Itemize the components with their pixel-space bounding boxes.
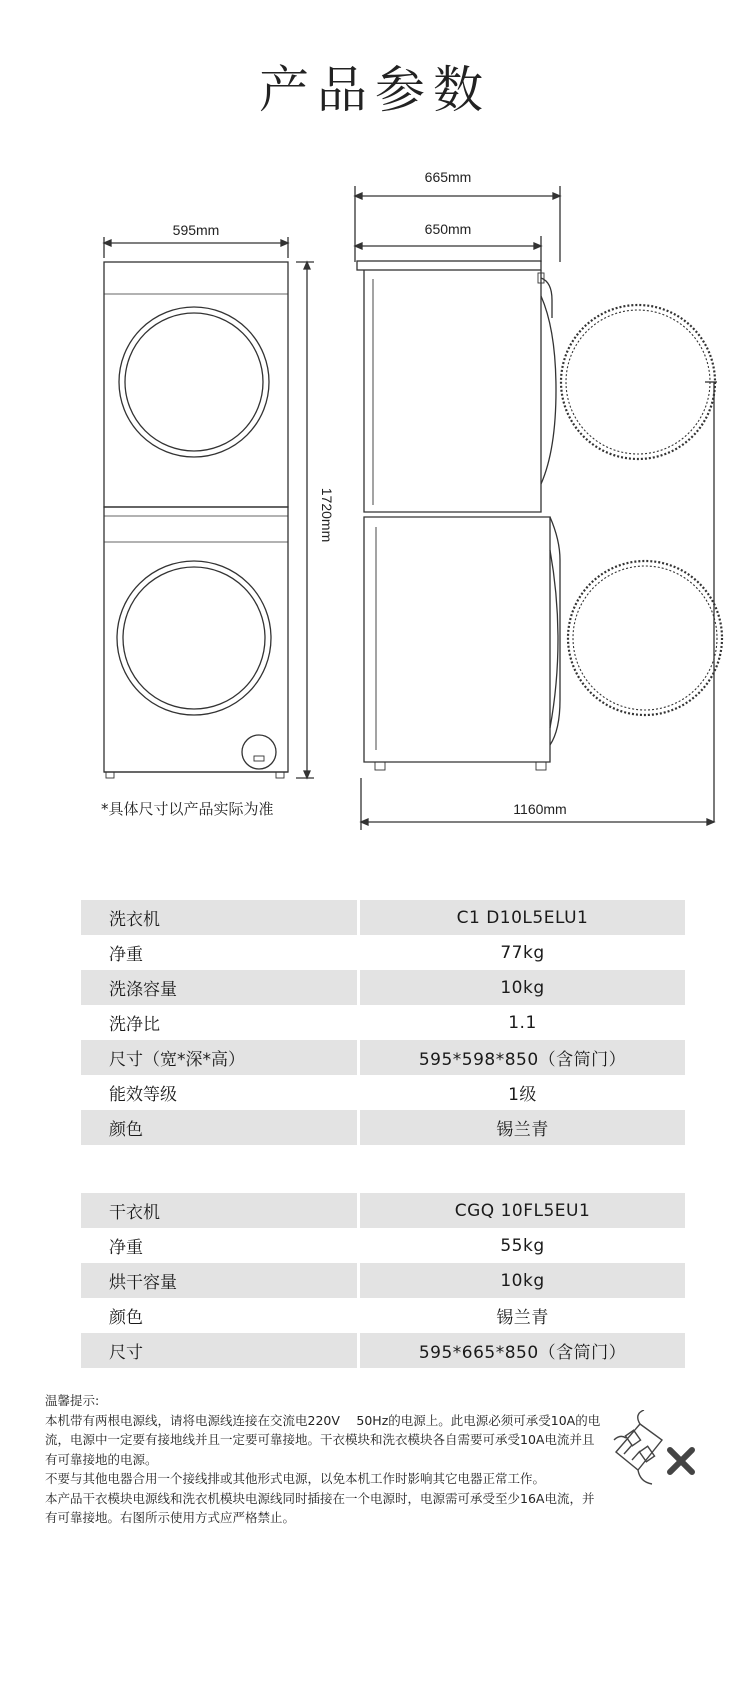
spec-label: 净重 [109, 945, 143, 965]
tips-paragraph: 本机带有两根电源线，请将电源线连接在交流电220V 50Hz的电源上。此电源必须可承受10A的电流，电源中一定要有接地线并且一定要可靠接地。干衣模块和洗衣模块各自需要可承受10A电流并且有可靠接地的电源。 [45, 1412, 601, 1467]
spec-label: 干衣机 [81, 1193, 357, 1228]
table-row [81, 1193, 685, 1228]
spec-label: 尺寸（宽*深*高） [81, 1040, 357, 1075]
spec-label: 能效等级 [109, 1085, 177, 1105]
spec-label: 尺寸 [81, 1333, 357, 1368]
table-row [81, 1263, 685, 1298]
table-row [81, 1005, 685, 1040]
spec-value: 1级 [508, 1085, 537, 1105]
spec-label: 烘干容量 [81, 1263, 357, 1298]
spec-value: 锡兰青 [360, 1110, 685, 1145]
front-view [104, 237, 314, 778]
side-depth-outer-label: 665mm [424, 169, 472, 185]
side-view [355, 186, 722, 830]
tips-paragraph: 不要与其他电器合用一个接线排或其他形式电源，以免本机工作时影响其它电器正常工作。 [45, 1471, 546, 1486]
table-row [81, 1333, 685, 1368]
prohibited-power-strip-icon [610, 1410, 700, 1490]
spec-label: 颜色 [109, 1308, 143, 1328]
spec-label: 洗涤容量 [81, 970, 357, 1005]
spec-value: 10kg [360, 970, 685, 1005]
spec-value: 10kg [360, 1263, 685, 1298]
spec-value: 595*665*850（含筒门） [360, 1333, 685, 1368]
table-row [81, 1110, 685, 1145]
tips-heading: 温馨提示: [45, 1393, 100, 1408]
table-row [81, 970, 685, 1005]
page-title: 产品参数 [259, 61, 491, 119]
total-depth-label: 1160mm [513, 801, 567, 817]
table-row [81, 1298, 685, 1333]
spec-value: 1.1 [508, 1012, 537, 1033]
warm-tips [45, 1391, 605, 1528]
front-width-label: 595mm [172, 222, 220, 238]
table-row [81, 1228, 685, 1263]
table-row [81, 1075, 685, 1110]
spec-value: 锡兰青 [496, 1308, 549, 1328]
spec-value: 55kg [500, 1235, 545, 1256]
tips-paragraph: 本产品干衣模块电源线和洗衣机模块电源线同时插接在一个电源时，电源需可承受至少16A电流，并有可靠接地。右图所示使用方式应严格禁止。 [45, 1490, 595, 1525]
washer-spec-table [81, 900, 685, 1145]
spec-value: 595*598*850（含筒门） [360, 1040, 685, 1075]
size-disclaimer: *具体尺寸以产品实际为准 [101, 800, 274, 818]
table-row [81, 900, 685, 935]
spec-value: 77kg [500, 942, 545, 963]
spec-label: 洗净比 [109, 1015, 160, 1035]
height-label: 1720mm [319, 487, 335, 543]
spec-label: 洗衣机 [81, 900, 357, 935]
table-row [81, 935, 685, 970]
side-depth-inner-label: 650mm [424, 221, 472, 237]
spec-label: 净重 [109, 1238, 143, 1258]
table-row [81, 1040, 685, 1075]
spec-value: C1 D10L5ELU1 [360, 900, 685, 935]
spec-value: CGQ 10FL5EU1 [360, 1193, 685, 1228]
spec-label: 颜色 [81, 1110, 357, 1145]
dryer-spec-table [81, 1193, 685, 1368]
